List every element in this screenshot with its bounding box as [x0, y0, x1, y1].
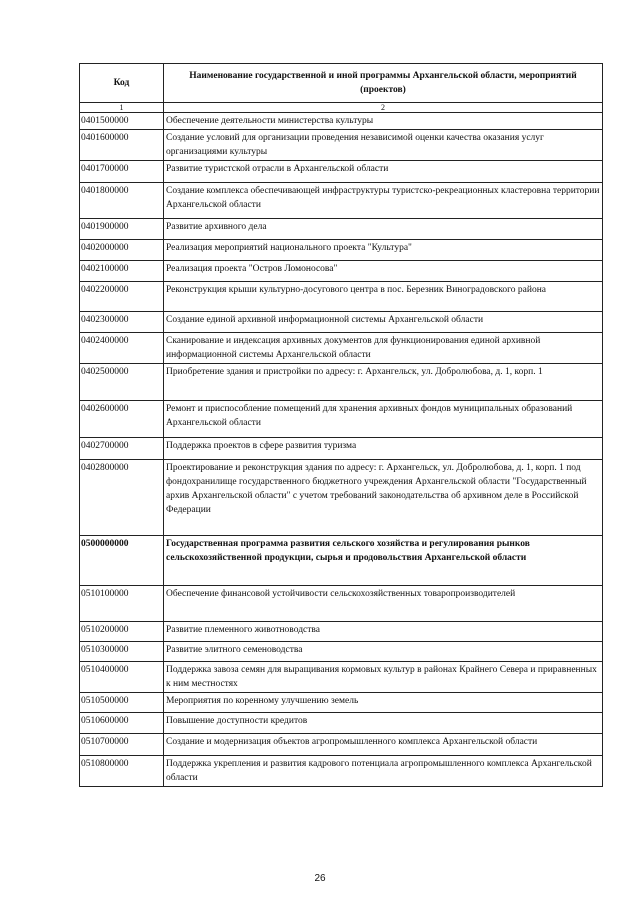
- row-code: 0402200000: [80, 282, 164, 312]
- row-code: 0401700000: [80, 161, 164, 183]
- row-name: Обеспечение деятельности министерства культуры: [164, 113, 603, 130]
- program-codes-table: [79, 63, 603, 787]
- row-name: Сканирование и индексация архивных документов для функционирования единой архивной информационной системы Архангельской области: [164, 333, 603, 364]
- row-name: Создание и модернизация объектов агропромышленного комплекса Архангельской области: [164, 734, 603, 756]
- row-name: Обеспечение финансовой устойчивости сельскохозяйственных товаропроизводителей: [164, 586, 603, 622]
- table-row: [80, 693, 603, 713]
- row-code: 0510500000: [80, 693, 164, 713]
- row-code: 0401500000: [80, 113, 164, 130]
- row-code: 0402300000: [80, 312, 164, 333]
- row-code: 0510600000: [80, 713, 164, 734]
- row-name: Развитие архивного дела: [164, 219, 603, 240]
- table-row: [80, 161, 603, 183]
- row-code: 0402800000: [80, 460, 164, 536]
- column-number-1: 1: [80, 103, 164, 113]
- table-row: [80, 622, 603, 642]
- table-row: [80, 282, 603, 312]
- row-name: Развитие племенного животноводства: [164, 622, 603, 642]
- table-header-row: [80, 64, 603, 103]
- row-code: 0510100000: [80, 586, 164, 622]
- table-row: [80, 183, 603, 219]
- row-code: 0510400000: [80, 662, 164, 693]
- table-row: [80, 240, 603, 261]
- row-name: Государственная программа развития сельского хозяйства и регулирования рынков сельскохозяйственной продукции, сырья и продовольствия Архангельской области: [164, 536, 603, 586]
- row-code: 0401900000: [80, 219, 164, 240]
- row-code: 0510300000: [80, 642, 164, 662]
- table-row: [80, 333, 603, 364]
- row-code: 0402700000: [80, 438, 164, 460]
- row-name: Реализация проекта "Остров Ломоносова": [164, 261, 603, 282]
- column-numbers-row: [80, 103, 603, 113]
- row-name: Поддержка укрепления и развития кадрового потенциала агропромышленного комплекса Архангельской области: [164, 756, 603, 787]
- table-row: [80, 219, 603, 240]
- row-name: Создание единой архивной информационной системы Архангельской области: [164, 312, 603, 333]
- table-row: [80, 364, 603, 401]
- column-number-2: 2: [164, 103, 603, 113]
- table-row: [80, 536, 603, 586]
- row-name: Мероприятия по коренному улучшению земель: [164, 693, 603, 713]
- row-code: 0510800000: [80, 756, 164, 787]
- table-row: [80, 460, 603, 536]
- row-code: 0401800000: [80, 183, 164, 219]
- table-body: [80, 113, 603, 787]
- table-row: [80, 713, 603, 734]
- header-code: Код: [80, 64, 164, 103]
- page-number: 26: [314, 873, 326, 884]
- table-row: [80, 662, 603, 693]
- row-name: Ремонт и приспособление помещений для хранения архивных фондов муниципальных образований Архангельской области: [164, 401, 603, 438]
- row-name: Реализация мероприятий национального проекта "Культура": [164, 240, 603, 261]
- row-name: Развитие элитного семеноводства: [164, 642, 603, 662]
- table-row: [80, 401, 603, 438]
- row-code: 0402500000: [80, 364, 164, 401]
- row-name: Создание комплекса обеспечивающей инфраструктуры туристско-рекреационных кластеровна территории Архангельской области: [164, 183, 603, 219]
- row-code: 0500000000: [80, 536, 164, 586]
- table-row: [80, 586, 603, 622]
- row-code: 0510200000: [80, 622, 164, 642]
- row-code: 0402000000: [80, 240, 164, 261]
- table-row: [80, 756, 603, 787]
- row-name: Создание условий для организации проведения независимой оценки качества оказания услуг организациями культуры: [164, 130, 603, 161]
- row-name: Приобретение здания и пристройки по адресу: г. Архангельск, ул. Добролюбова, д. 1, корп. 1: [164, 364, 603, 401]
- row-name: Поддержка проектов в сфере развития туризма: [164, 438, 603, 460]
- table-row: [80, 113, 603, 130]
- row-code: 0402600000: [80, 401, 164, 438]
- row-name: Поддержка завоза семян для выращивания кормовых культур в районах Крайнего Севера и приравненных к ним местностях: [164, 662, 603, 693]
- table-row: [80, 261, 603, 282]
- row-code: 0401600000: [80, 130, 164, 161]
- row-name: Развитие туристской отрасли в Архангельской области: [164, 161, 603, 183]
- table-row: [80, 130, 603, 161]
- row-name: Повышение доступности кредитов: [164, 713, 603, 734]
- row-name: Реконструкция крыши культурно-досугового центра в пос. Березник Виноградовского района: [164, 282, 603, 312]
- header-name: Наименование государственной и иной программы Архангельской области, мероприятий (проектов): [164, 64, 603, 103]
- table-row: [80, 312, 603, 333]
- table-row: [80, 438, 603, 460]
- table-row: [80, 734, 603, 756]
- row-code: 0402400000: [80, 333, 164, 364]
- row-code: 0510700000: [80, 734, 164, 756]
- table-row: [80, 642, 603, 662]
- row-code: 0402100000: [80, 261, 164, 282]
- row-name: Проектирование и реконструкция здания по адресу: г. Архангельск, ул. Добролюбова, д. 1, корп. 1 под фондохранилище государственного бюджетного учреждения Архангельской области "Государственный архив Архангельской области" с учетом требований законодательства об архивном деле в Российской Федерации: [164, 460, 603, 536]
